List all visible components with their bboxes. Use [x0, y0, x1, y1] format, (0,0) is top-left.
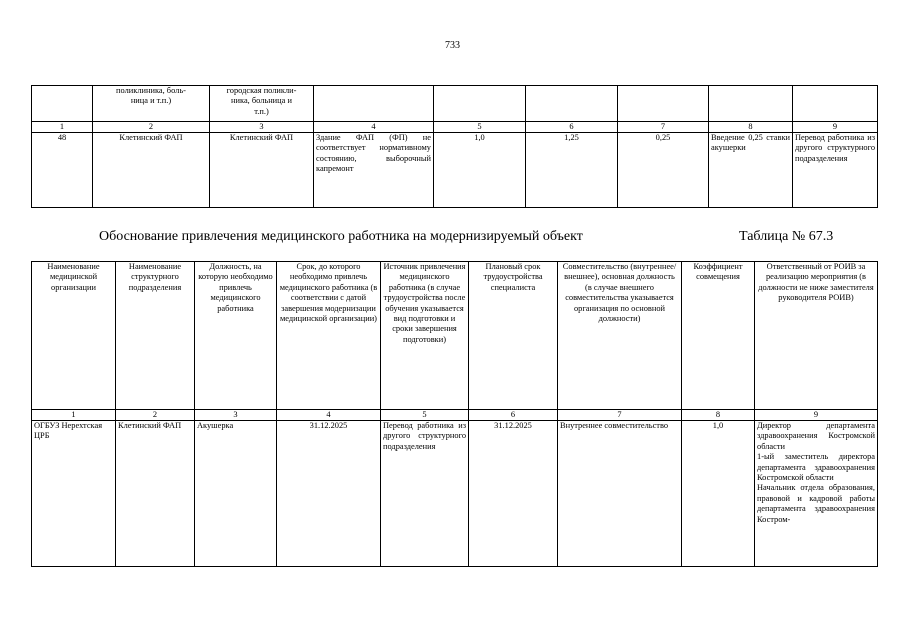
top-table-header-row	[32, 86, 878, 122]
table-row	[32, 421, 878, 567]
facility-name: Клетинский ФАП	[116, 421, 195, 567]
header-cell: Ответственный от РОИВ за реализацию мероприятия (в должности не ниже заместителя руководителя РОИВ)	[755, 262, 878, 410]
top-table	[31, 85, 878, 208]
employment-date: 31.12.2025	[469, 421, 558, 567]
column-number: 7	[558, 410, 682, 421]
building-condition: Здание ФАП (ФП) не соответствует нормативному состоянию, выборочный капремонт	[314, 133, 434, 208]
value-cell: 1,25	[526, 133, 618, 208]
value-cell: 1,0	[434, 133, 526, 208]
header-cell: Наименование медицинской организации	[32, 262, 116, 410]
column-number: 1	[32, 122, 93, 133]
header-cell: Срок, до которого необходимо привлечь медицинского работника (в соответствии с датой завершения модернизации медицинской организации)	[277, 262, 381, 410]
column-number: 2	[116, 410, 195, 421]
responsible-person: Директор департамента здравоохранения Костромской области 1-ый заместитель директора департамента здравоохранения Костромской области Начальник отдела образования, правовой и кадровой работы департамента здравоохранения Костром-	[755, 421, 878, 567]
top-header-cell: городская поликли- ника, больница и т.п.)	[210, 86, 314, 122]
header-cell: Совместительство (внутреннее/внешнее), основная должность (в случае внешнего совместительства указывается организация по основной должности)	[558, 262, 682, 410]
column-number: 3	[210, 122, 314, 133]
main-table-header-row	[32, 262, 878, 410]
column-number: 6	[526, 122, 618, 133]
header-cell: Источник привлечения медицинского работника (в случае трудоустройства после обучения указывается вид подготовки и сроки завершения подготовки)	[381, 262, 469, 410]
column-number: 5	[381, 410, 469, 421]
column-number: 7	[618, 122, 709, 133]
organization-name: Клетинский ФАП	[93, 133, 210, 208]
column-number: 8	[709, 122, 793, 133]
organization-name: ОГБУЗ Нерехтская ЦРБ	[32, 421, 116, 567]
recruitment-source: Перевод работника из другого структурного подразделения	[381, 421, 469, 567]
measure-cell: Введение 0,25 ставки акушерки	[709, 133, 793, 208]
table-number: Таблица № 67.3	[739, 229, 834, 244]
column-number: 4	[277, 410, 381, 421]
section-title: Обоснование привлечения медицинского работника на модернизируемый объект	[99, 229, 583, 244]
top-table-column-numbers	[32, 122, 878, 133]
column-number: 9	[755, 410, 878, 421]
facility-name: Клетинский ФАП	[210, 133, 314, 208]
deadline-date: 31.12.2025	[277, 421, 381, 567]
table-row	[32, 133, 878, 208]
main-table-column-numbers	[32, 410, 878, 421]
column-number: 8	[682, 410, 755, 421]
column-number: 4	[314, 122, 434, 133]
main-table	[31, 261, 878, 567]
top-header-cell	[434, 86, 526, 122]
column-number: 2	[93, 122, 210, 133]
column-number: 1	[32, 410, 116, 421]
page-number: 733	[445, 40, 460, 51]
top-header-cell	[709, 86, 793, 122]
top-header-cell: поликлиника, боль- ница и т.п.)	[93, 86, 210, 122]
top-header-cell	[32, 86, 93, 122]
column-number: 6	[469, 410, 558, 421]
combination-type: Внутреннее совместительство	[558, 421, 682, 567]
top-header-cell	[314, 86, 434, 122]
top-header-cell	[618, 86, 709, 122]
column-number: 5	[434, 122, 526, 133]
top-header-cell	[793, 86, 878, 122]
header-cell: Должность, на которую необходимо привлечь медицинского работника	[195, 262, 277, 410]
combination-coefficient: 1,0	[682, 421, 755, 567]
value-cell: 0,25	[618, 133, 709, 208]
column-number: 3	[195, 410, 277, 421]
header-cell: Наименование структурного подразделения	[116, 262, 195, 410]
top-header-cell	[526, 86, 618, 122]
position-name: Акушерка	[195, 421, 277, 567]
column-number: 9	[793, 122, 878, 133]
row-number: 48	[32, 133, 93, 208]
header-cell: Коэффициент совмещения	[682, 262, 755, 410]
source-cell: Перевод работника из другого структурного подразделения	[793, 133, 878, 208]
header-cell: Плановый срок трудоустройства специалиста	[469, 262, 558, 410]
